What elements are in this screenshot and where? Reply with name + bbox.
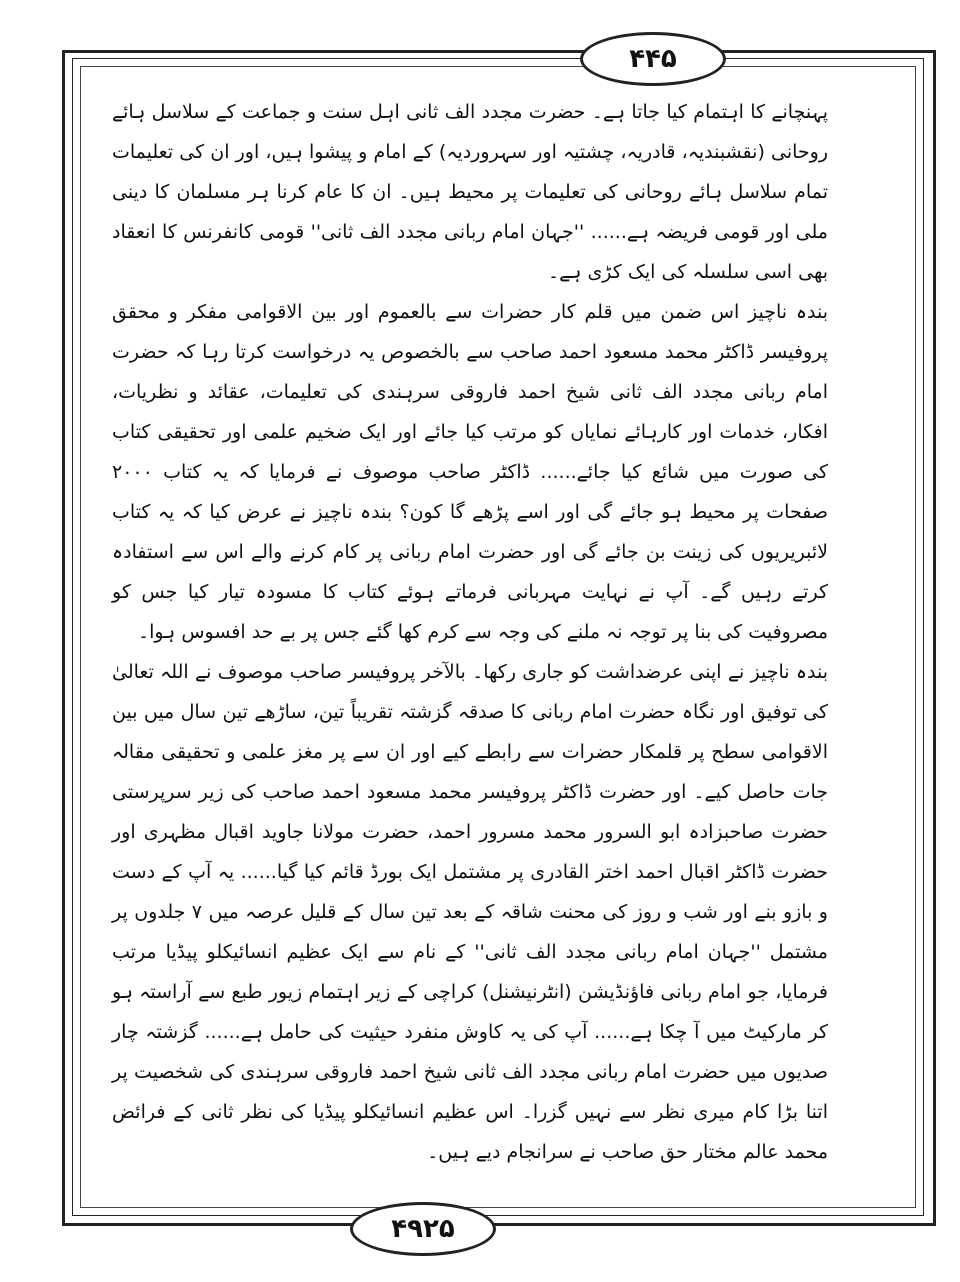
page-body [112,92,828,1172]
paragraph-1: پہنچانے کا اہتمام کیا جاتا ہے۔ حضرت مجدد الف ثانی اہل سنت و جماعت کے سلاسل ہائے روحانی (نقشبندیہ، قادریہ، چشتیہ اور سہروردیہ) کے امام و پیشوا ہیں، اور ان کی تعلیمات تمام سلاسل ہائے روحانی کی تعلیمات پر محیط ہیں۔ ان کا عام کرنا ہر مسلمان کا دینی ملی اور قومی فریضہ ہے...... ''جہان امام ربانی مجدد الف ثانی'' قومی کانفرنس کا انعقاد بھی اسی سلسلہ کی ایک کڑی ہے۔ [112,101,828,283]
page-number-bottom: ۴۹۲۵ [350,1202,496,1256]
paragraph-2: بندہ ناچیز اس ضمن میں قلم کار حضرات سے بالعموم اور بین الاقوامی مفکر و محقق پروفیسر ڈاکٹر محمد مسعود احمد صاحب سے بالخصوص یہ درخواست کرتا رہا کہ حضرت امام ربانی مجدد الف ثانی شیخ احمد فاروقی سرہندی کی تعلیمات، عقائد و نظریات، افکار، خدمات اور کارہائے نمایاں کو مرتب کیا جائے اور ایک ضخیم علمی اور تحقیقی کتاب کی صورت میں شائع کیا جائے...... ڈاکٹر صاحب موصوف نے فرمایا کہ یہ کتاب ۲۰۰۰ صفحات پر محیط ہو جائے گی اور اسے پڑھے گا کون؟ بندہ ناچیز نے عرض کیا کہ یہ کتاب لائبریریوں کی زینت بن جائے گی اور حضرت امام ربانی پر کام کرنے والے اس سے استفادہ کرتے رہیں گے۔ آپ نے نہایت مہربانی فرماتے ہوئے کتاب کا مسودہ تیار کیا جس کو مصروفیت کی بنا پر توجہ نہ ملنے کی وجہ سے کرم کھا گئے جس پر بے حد افسوس ہوا۔ [112,301,828,643]
paragraph-3: بندہ ناچیز نے اپنی عرضداشت کو جاری رکھا۔ بالآخر پروفیسر صاحب موصوف نے اللہ تعالیٰ کی توفیق اور نگاہ حضرت امام ربانی کا صدقہ گزشتہ تقریباً تین، ساڑھے تین سال میں بین الاقوامی سطح پر قلمکار حضرات سے رابطے کیے اور ان سے پر مغز علمی و تحقیقی مقالہ جات حاصل کیے۔ اور حضرت ڈاکٹر پروفیسر محمد مسعود احمد صاحب کی زیر سرپرستی حضرت صاحبزادہ ابو السرور محمد مسرور احمد، حضرت مولانا جاوید اقبال مظہری اور حضرت ڈاکٹر اقبال احمد اختر القادری پر مشتمل ایک بورڈ قائم کیا گیا...... یہ آپ کے دست و بازو بنے اور شب و روز کی محنت شاقہ کے بعد تین سال کے قلیل عرصہ میں ۷ جلدوں پر مشتمل ''جہان امام ربانی مجدد الف ثانی'' کے نام سے ایک عظیم انسائیکلو پیڈیا مرتب فرمایا، جو امام ربانی فاؤنڈیشن (انٹرنیشنل) کراچی کے زیر اہتمام زیور طبع سے آراستہ ہو کر مارکیٹ میں آ چکا ہے...... آپ کی یہ کاوش منفرد حیثیت کی حامل ہے...... گزشتہ چار صدیوں میں حضرت امام ربانی مجدد الف ثانی شیخ احمد فاروقی سرہندی کی شخصیت پر اتنا بڑا کام میری نظر سے نہیں گزرا۔ اس عظیم انسائیکلو پیڈیا کی نظر ثانی کے فرائض محمد عالم مختار حق صاحب نے سرانجام دیے ہیں۔ [112,661,828,1163]
page-number-top: ۴۴۵ [580,32,726,86]
